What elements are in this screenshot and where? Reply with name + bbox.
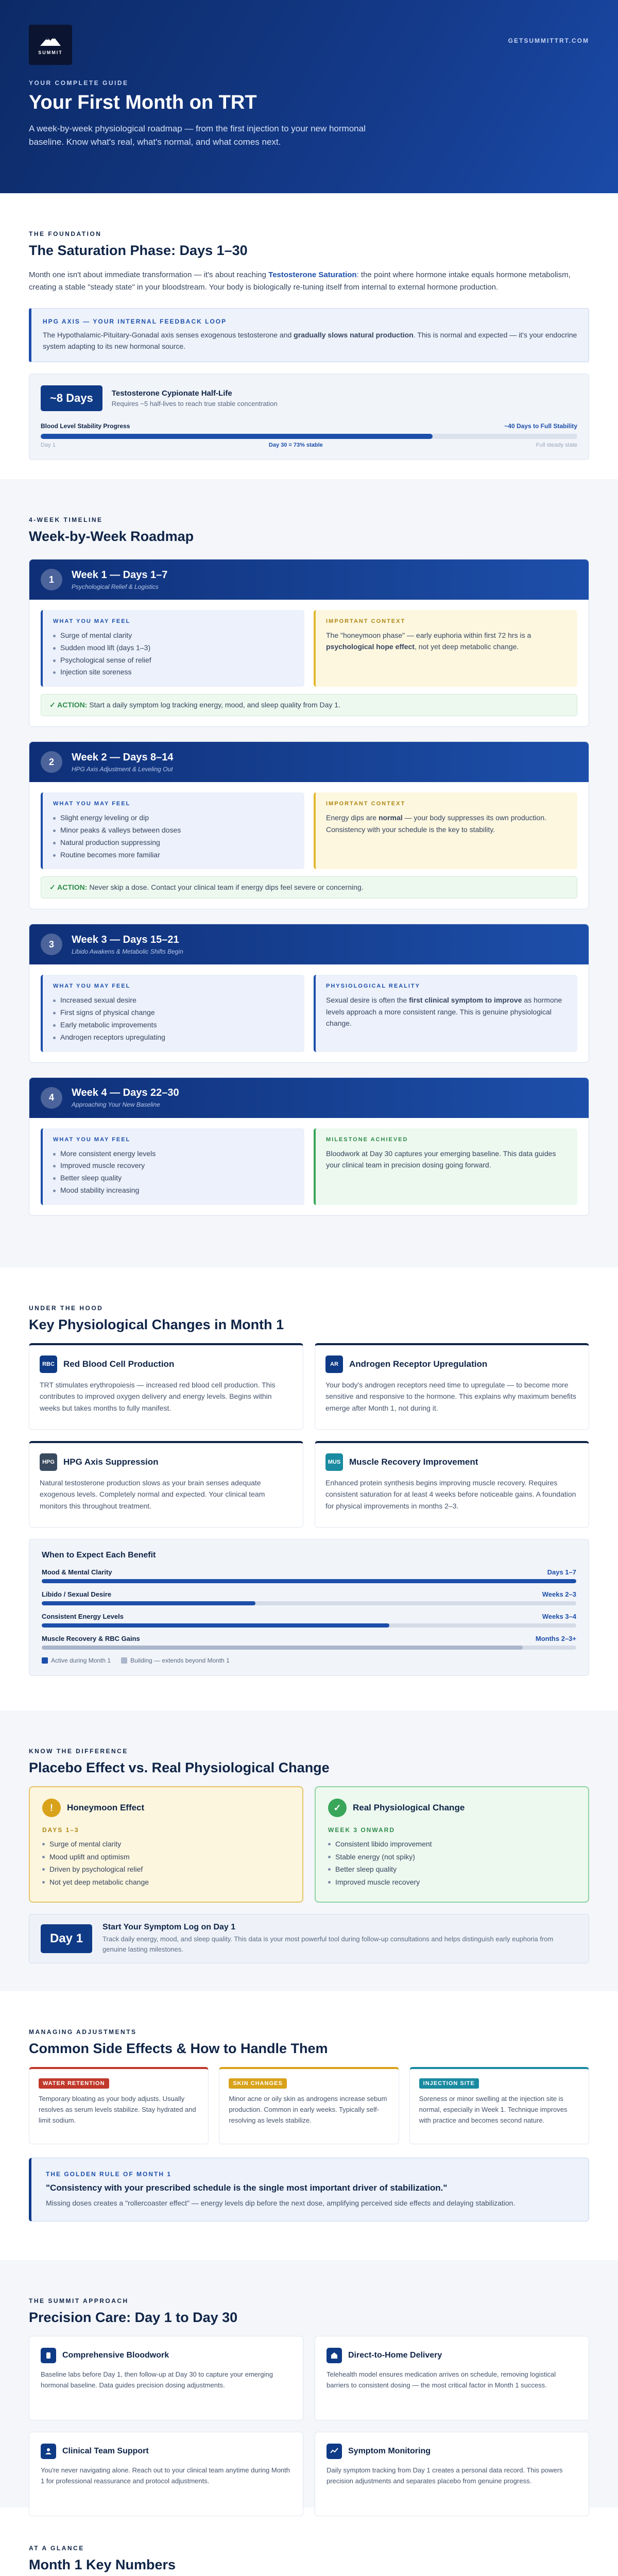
progress-mid-label: Day 30 = 73% stable bbox=[268, 442, 323, 448]
list-item: Driven by psychological relief bbox=[42, 1863, 290, 1876]
list-item: Early metabolic improvements bbox=[53, 1019, 294, 1031]
week-title: Week 3 — Days 15–21 bbox=[72, 934, 179, 945]
side-effects-section bbox=[0, 1991, 618, 2260]
callout-text: The Hypothalamic-Pituitary-Gonadal axis senses exogenous testosterone and gradually slows natural production. This is normal and expected — it's your endocrine system adapting to its new hormonal source. bbox=[43, 331, 577, 351]
side-effect-card bbox=[219, 2067, 399, 2144]
timeline-building-bar bbox=[42, 1646, 523, 1650]
week-columns bbox=[41, 792, 577, 869]
half-life-card bbox=[29, 374, 589, 460]
muscle-recovery-improvementicon: MUS bbox=[325, 1453, 343, 1471]
list-item: Sudden mood lift (days 1–3) bbox=[53, 642, 294, 654]
week-card bbox=[29, 741, 589, 909]
card-title: Comprehensive Bloodwork bbox=[62, 2351, 169, 2360]
key-numbers-section bbox=[0, 2507, 618, 2576]
timeline-row-label bbox=[42, 1568, 576, 1576]
list-item: Slight energy leveling or dip bbox=[53, 812, 294, 824]
feel-list bbox=[53, 812, 294, 861]
benefit-name: Libido / Sexual Desire bbox=[42, 1590, 112, 1598]
list-item: First signs of physical change bbox=[53, 1007, 294, 1019]
context-label: IMPORTANT CONTEXT bbox=[326, 618, 406, 624]
week-card bbox=[29, 559, 589, 727]
card-title: Androgen Receptor Upregulation bbox=[349, 1359, 488, 1369]
week-number-badge: 3 bbox=[41, 934, 62, 955]
card-header bbox=[327, 2348, 577, 2363]
week-body bbox=[29, 600, 589, 726]
week-body bbox=[29, 782, 589, 909]
action-callout: ✓ ACTION: Start a daily symptom log tracking energy, mood, and sleep quality from Day 1. bbox=[41, 694, 577, 716]
check-icon: ✓ bbox=[328, 1799, 347, 1817]
context-label: IMPORTANT CONTEXT bbox=[326, 801, 406, 807]
timeline-track bbox=[42, 1601, 576, 1605]
mountain-icon bbox=[39, 35, 62, 47]
golden-rule-text: Missing doses creates a "rollercoaster effect" — energy levels dip before the next dose, amplifying perceived side effects and delaying stabilization. bbox=[46, 2199, 516, 2207]
week-body bbox=[29, 1118, 589, 1215]
list-item: Psychological sense of relief bbox=[53, 654, 294, 667]
golden-rule-eyebrow: THE GOLDEN RULE OF MONTH 1 bbox=[46, 2171, 171, 2178]
list-item: Increased sexual desire bbox=[53, 994, 294, 1007]
week-subtitle: Libido Awakens & Metabolic Shifts Begin bbox=[72, 947, 183, 955]
week-columns bbox=[41, 975, 577, 1052]
symptom-list bbox=[42, 1838, 290, 1888]
week-columns bbox=[41, 1128, 577, 1205]
feel-list bbox=[53, 994, 294, 1043]
feel-label: WHAT YOU MAY FEEL bbox=[53, 983, 131, 990]
section-title: Precision Care: Day 1 to Day 30 bbox=[29, 2310, 238, 2325]
hero bbox=[0, 0, 618, 193]
benefit-name: Muscle Recovery & RBC Gains bbox=[42, 1635, 140, 1642]
test-tube-icon bbox=[41, 2348, 56, 2363]
stability-progress-fill bbox=[41, 434, 433, 439]
real-change-label: WEEK 3 ONWARD bbox=[328, 1826, 396, 1834]
legend-swatch-building bbox=[121, 1657, 127, 1664]
week-card bbox=[29, 1077, 589, 1216]
honeymoon-card bbox=[29, 1786, 303, 1903]
user-icon bbox=[41, 2444, 56, 2459]
list-item: Mood uplift and optimism bbox=[42, 1851, 290, 1863]
section-eyebrow: THE FOUNDATION bbox=[29, 230, 102, 238]
card-title: Muscle Recovery Improvement bbox=[349, 1457, 478, 1467]
list-item: Improved muscle recovery bbox=[53, 1160, 294, 1172]
hpg-callout bbox=[29, 308, 589, 362]
context-text: Sexual desire is often the first clinical symptom to improve as hormone levels approach a more consistent range. This is genuine physiological change. bbox=[326, 996, 562, 1028]
side-effect-tag: SKIN CHANGES bbox=[229, 2078, 286, 2089]
legend-swatch-active bbox=[42, 1657, 48, 1664]
card-title: Direct-to-Home Delivery bbox=[348, 2351, 442, 2360]
physiology-card bbox=[29, 1441, 303, 1528]
honeymoon-label: DAYS 1–3 bbox=[42, 1826, 79, 1834]
feel-label: WHAT YOU MAY FEEL bbox=[53, 618, 131, 624]
timeline-row-label bbox=[42, 1590, 576, 1598]
card-text: Baseline labs before Day 1, then follow-up at Day 30 to capture your emerging hormonal baseline. Data guides precision dosing adjustments. bbox=[41, 2370, 273, 2389]
feel-column bbox=[41, 1128, 304, 1205]
feel-list bbox=[53, 630, 294, 679]
timeline-row bbox=[42, 1568, 576, 1583]
week-subtitle: Approaching Your New Baseline bbox=[72, 1101, 160, 1109]
progress-label: Blood Level Stability Progress bbox=[41, 422, 130, 430]
side-effect-card bbox=[409, 2067, 589, 2144]
list-item: Minor peaks & valleys between doses bbox=[53, 824, 294, 837]
half-life-title: Testosterone Cypionate Half-Life bbox=[111, 388, 232, 398]
care-card bbox=[29, 2432, 303, 2516]
context-label: MILESTONE ACHIEVED bbox=[326, 1136, 408, 1143]
timeline-track bbox=[42, 1579, 576, 1583]
physiology-card bbox=[29, 1343, 303, 1430]
list-item: Surge of mental clarity bbox=[53, 630, 294, 642]
physiology-card bbox=[315, 1343, 589, 1430]
physiology-section bbox=[0, 1267, 618, 1710]
half-life-badge: ~8 Days bbox=[41, 385, 102, 411]
section-eyebrow: 4-WEEK TIMELINE bbox=[29, 516, 103, 523]
week-number-badge: 4 bbox=[41, 1087, 62, 1109]
feel-list bbox=[53, 1148, 294, 1197]
benefit-timing: Weeks 3–4 bbox=[542, 1613, 576, 1620]
side-effect-text: Soreness or minor swelling at the injection site is normal, especially in Week 1. Technique improves with practice and becomes second nature. bbox=[419, 2095, 568, 2124]
symptom-log-title: Start Your Symptom Log on Day 1 bbox=[102, 1923, 236, 1931]
foundation-section bbox=[0, 193, 618, 479]
list-item: Injection site soreness bbox=[53, 666, 294, 679]
symptom-log-callout bbox=[29, 1914, 589, 1963]
week-number-badge: 2 bbox=[41, 751, 62, 773]
card-text: Your body's androgen receptors need time to upregulate — to become more sensitive and responsive to the hormone. This explains why maximum benefits emerge after Month 1, not during it. bbox=[325, 1381, 576, 1412]
section-title: Week-by-Week Roadmap bbox=[29, 529, 194, 544]
timeline-row bbox=[42, 1590, 576, 1605]
week-title: Week 2 — Days 8–14 bbox=[72, 751, 174, 763]
feel-column bbox=[41, 792, 304, 869]
honeymoon-title: Honeymoon Effect bbox=[67, 1803, 145, 1812]
week-body bbox=[29, 964, 589, 1062]
card-header bbox=[40, 1355, 293, 1373]
hpg-axis-suppressionicon: HPG bbox=[40, 1453, 57, 1471]
feel-column bbox=[41, 610, 304, 687]
section-eyebrow: MANAGING ADJUSTMENTS bbox=[29, 2028, 137, 2036]
context-text: Bloodwork at Day 30 captures your emerging baseline. This data guides your clinical team in precision dosing going forward. bbox=[326, 1149, 556, 1169]
card-text: Natural testosterone production slows as your brain senses adequate exogenous levels. Completely normal and expected. Your clinical team monitors this throughout treatment. bbox=[40, 1479, 265, 1510]
symptom-list bbox=[328, 1838, 576, 1888]
card-text: TRT stimulates erythropoiesis — increased red blood cell production. This contributes to improved oxygen delivery and energy levels. Begins within weeks but takes months to fully manifest. bbox=[40, 1381, 276, 1412]
warning-icon: ! bbox=[42, 1799, 61, 1817]
card-header bbox=[41, 2348, 291, 2363]
context-label: PHYSIOLOGICAL REALITY bbox=[326, 983, 420, 990]
context-text: The "honeymoon phase" — early euphoria within first 72 hrs is a psychological hope effect, not yet deep metabolic change. bbox=[326, 631, 531, 651]
section-eyebrow: AT A GLANCE bbox=[29, 2545, 84, 2552]
home-icon bbox=[327, 2348, 342, 2363]
legend-building-label: Building — extends beyond Month 1 bbox=[130, 1657, 230, 1664]
real-change-title: Real Physiological Change bbox=[353, 1803, 465, 1812]
list-item: Routine becomes more familiar bbox=[53, 849, 294, 861]
timeline-row bbox=[42, 1613, 576, 1628]
card-header bbox=[325, 1355, 578, 1373]
care-section bbox=[0, 2260, 618, 2507]
day-one-badge: Day 1 bbox=[41, 1924, 92, 1953]
golden-rule-quote: "Consistency with your prescribed schedule is the single most important driver of stabilization." bbox=[46, 2183, 448, 2193]
side-effect-tag: INJECTION SITE bbox=[419, 2078, 479, 2089]
section-title: Common Side Effects & How to Handle Them bbox=[29, 2041, 328, 2056]
stability-progress-bar bbox=[41, 434, 577, 439]
timeline-active-bar bbox=[42, 1601, 255, 1605]
card-title: Symptom Monitoring bbox=[348, 2447, 431, 2455]
card-text: Telehealth model ensures medication arrives on schedule, removing logistical barriers to consistent dosing — the most critical factor in Month 1 success. bbox=[327, 2370, 556, 2389]
chart-icon bbox=[327, 2444, 342, 2459]
callout-title: HPG AXIS — YOUR INTERNAL FEEDBACK LOOP bbox=[43, 318, 227, 325]
week-header[interactable] bbox=[29, 924, 589, 964]
card-text: You're never navigating alone. Reach out to your clinical team anytime during Month 1 for professional reassurance and protocol adjustments. bbox=[41, 2466, 290, 2485]
progress-end-label: Full steady state bbox=[536, 442, 577, 448]
week-columns bbox=[41, 610, 577, 687]
feel-label: WHAT YOU MAY FEEL bbox=[53, 1136, 131, 1143]
timeline-track bbox=[42, 1646, 576, 1650]
week-header[interactable] bbox=[29, 742, 589, 782]
list-item: Improved muscle recovery bbox=[328, 1876, 576, 1889]
section-eyebrow: UNDER THE HOOD bbox=[29, 1304, 104, 1312]
side-effect-text: Minor acne or oily skin as androgens increase sebum production. Common in early weeks. Typically self-resolving as levels stabilize. bbox=[229, 2095, 387, 2124]
week-title: Week 1 — Days 1–7 bbox=[72, 569, 168, 581]
section-title: The Saturation Phase: Days 1–30 bbox=[29, 243, 248, 258]
context-column bbox=[314, 610, 577, 687]
physiology-card bbox=[315, 1441, 589, 1528]
timeline-row-label bbox=[42, 1613, 576, 1620]
section-title: Placebo Effect vs. Real Physiological Change bbox=[29, 1760, 330, 1775]
feel-column bbox=[41, 975, 304, 1052]
half-life-subtitle: Requires ~5 half-lives to reach true stable concentration bbox=[111, 399, 278, 408]
benefit-name: Mood & Mental Clarity bbox=[42, 1568, 112, 1576]
section-title: Key Physiological Changes in Month 1 bbox=[29, 1317, 284, 1332]
list-item: Natural production suppressing bbox=[53, 837, 294, 849]
hero-eyebrow: YOUR COMPLETE GUIDE bbox=[29, 79, 129, 87]
side-effect-text: Temporary bloating as your body adjusts. Usually resolves as serum levels stabilize. Stay hydrated and limit sodium. bbox=[39, 2095, 196, 2124]
timeline-active-bar bbox=[42, 1579, 576, 1583]
timeline-legend bbox=[42, 1657, 576, 1664]
section-title: Month 1 Key Numbers bbox=[29, 2557, 176, 2572]
list-item: More consistent energy levels bbox=[53, 1148, 294, 1160]
foundation-text: Month one isn't about immediate transformation — it's about reaching Testosterone Saturation: the point where hormone intake equals hormone metabolism, creating a stable "steady state" in your bloodstream. Your body is biologically re-tuning itself from internal to external hormone production. bbox=[29, 270, 571, 292]
legend-active-label: Active during Month 1 bbox=[51, 1657, 111, 1664]
week-title: Week 4 — Days 22–30 bbox=[72, 1087, 179, 1099]
context-text: Energy dips are normal — your body suppresses its own production. Consistency with your schedule is the key to stability. bbox=[326, 814, 547, 834]
card-header bbox=[325, 1453, 578, 1471]
hero-title: Your First Month on TRT bbox=[29, 92, 257, 113]
context-column bbox=[314, 975, 577, 1052]
benefit-timing: Months 2–3+ bbox=[535, 1635, 576, 1642]
context-column bbox=[314, 1128, 577, 1205]
roadmap-section bbox=[0, 479, 618, 1267]
action-callout: ✓ ACTION: Never skip a dose. Contact your clinical team if energy dips feel severe or concerning. bbox=[41, 876, 577, 899]
week-card bbox=[29, 924, 589, 1062]
care-card bbox=[29, 2336, 303, 2420]
benefit-name: Consistent Energy Levels bbox=[42, 1613, 124, 1620]
week-header[interactable] bbox=[29, 1078, 589, 1118]
list-item: Mood stability increasing bbox=[53, 1184, 294, 1197]
context-column bbox=[314, 792, 577, 869]
card-title: HPG Axis Suppression bbox=[63, 1457, 159, 1467]
progress-right-label: ~40 Days to Full Stability bbox=[504, 422, 577, 430]
timeline-row-label bbox=[42, 1635, 576, 1642]
week-number-badge: 1 bbox=[41, 569, 62, 590]
golden-rule-callout bbox=[29, 2158, 589, 2222]
timeline-row bbox=[42, 1635, 576, 1650]
timeline-title: When to Expect Each Benefit bbox=[42, 1551, 156, 1560]
benefit-timing: Weeks 2–3 bbox=[542, 1590, 576, 1598]
side-effect-card bbox=[29, 2067, 209, 2144]
card-header bbox=[40, 1453, 293, 1471]
timeline-active-bar bbox=[42, 1623, 389, 1628]
list-item: Consistent libido improvement bbox=[328, 1838, 576, 1851]
card-title: Red Blood Cell Production bbox=[63, 1359, 175, 1369]
week-header[interactable] bbox=[29, 560, 589, 600]
care-card bbox=[315, 2336, 589, 2420]
card-header bbox=[327, 2444, 577, 2459]
list-item: Androgen receptors upregulating bbox=[53, 1031, 294, 1044]
placebo-section bbox=[0, 1710, 618, 1991]
symptom-log-text: Track daily energy, mood, and sleep quality. This data is your most powerful tool during follow-up consultations and helps distinguish early euphoria from genuine lasting milestones. bbox=[102, 1935, 554, 1954]
section-eyebrow: KNOW THE DIFFERENCE bbox=[29, 1748, 128, 1755]
real-change-card bbox=[315, 1786, 589, 1903]
card-text: Daily symptom tracking from Day 1 creates a personal data record. This powers precision adjustments and separates placebo from genuine progress. bbox=[327, 2466, 563, 2485]
list-item: Not yet deep metabolic change bbox=[42, 1876, 290, 1889]
card-title: Clinical Team Support bbox=[62, 2447, 149, 2455]
benefit-timeline bbox=[29, 1539, 589, 1676]
section-eyebrow: THE SUMMIT APPROACH bbox=[29, 2297, 129, 2304]
card-text: Enhanced protein synthesis begins improving muscle recovery. Requires consistent saturation for at least 4 weeks before noticeable gains. A foundation for physical improvements in months 2–3. bbox=[325, 1479, 576, 1510]
side-effect-tag: WATER RETENTION bbox=[39, 2078, 109, 2089]
week-subtitle: Psychological Relief & Logistics bbox=[72, 583, 159, 590]
care-card bbox=[315, 2432, 589, 2516]
list-item: Better sleep quality bbox=[53, 1172, 294, 1184]
brand-logo-text: SUMMIT bbox=[38, 50, 63, 55]
androgen-receptor-upregulationicon: AR bbox=[325, 1355, 343, 1373]
feel-label: WHAT YOU MAY FEEL bbox=[53, 801, 131, 807]
list-item: Stable energy (not spiky) bbox=[328, 1851, 576, 1863]
brand-logo[interactable] bbox=[29, 25, 72, 65]
benefit-timing: Days 1–7 bbox=[547, 1568, 576, 1576]
brand-url[interactable]: GETSUMMITTRT.COM bbox=[508, 37, 589, 44]
week-subtitle: HPG Axis Adjustment & Leveling Out bbox=[72, 765, 173, 773]
list-item: Surge of mental clarity bbox=[42, 1838, 290, 1851]
list-item: Better sleep quality bbox=[328, 1863, 576, 1876]
timeline-track bbox=[42, 1623, 576, 1628]
card-header bbox=[41, 2444, 291, 2459]
progress-start-label: Day 1 bbox=[41, 442, 56, 448]
red-blood-cell-productionicon: RBC bbox=[40, 1355, 57, 1373]
hero-description: A week-by-week physiological roadmap — from the first injection to your new hormonal baseline. Know what's real, what's normal, and what comes next. bbox=[29, 124, 366, 147]
